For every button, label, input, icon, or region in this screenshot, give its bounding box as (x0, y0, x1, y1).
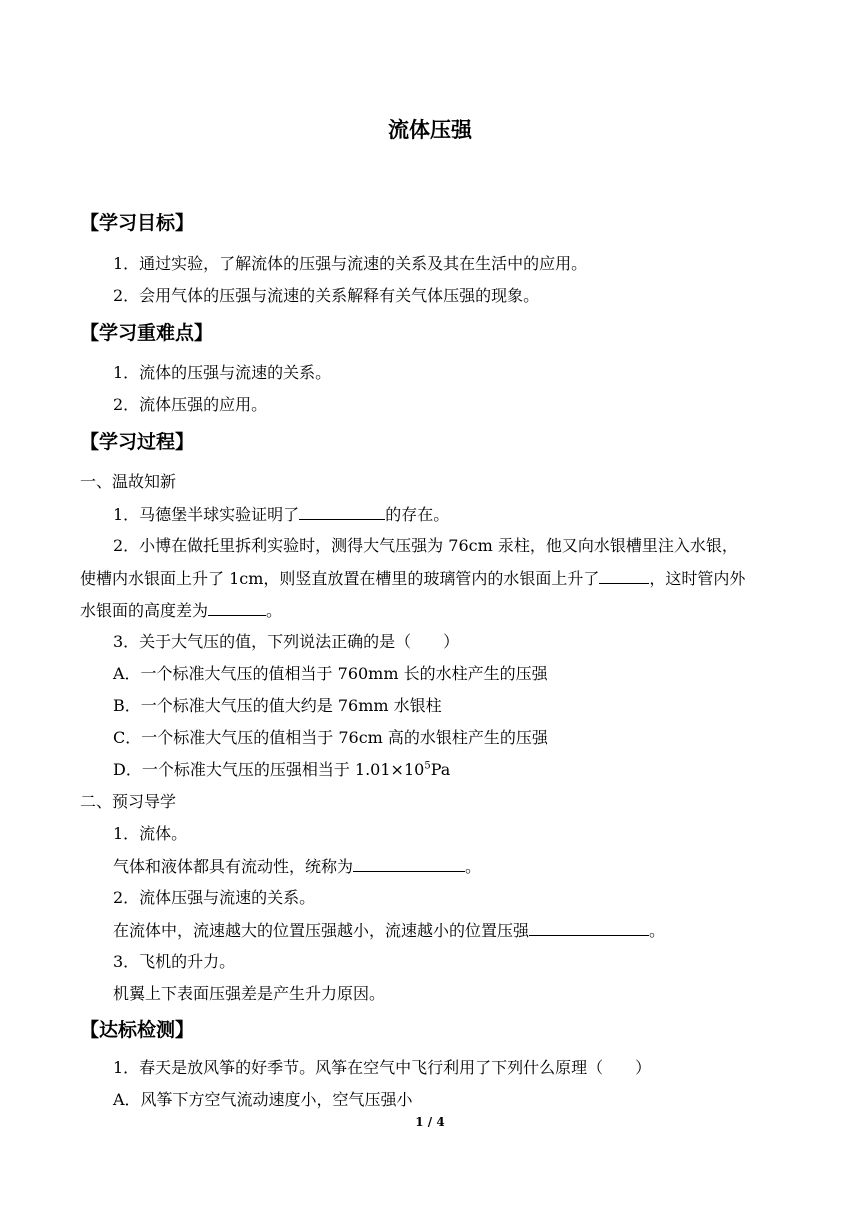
subsection-title-preview: 二、预习导学 (80, 792, 177, 811)
subsection-title-review: 一、温故知新 (80, 472, 177, 491)
answer-blank (599, 568, 649, 584)
test-question-1: 1．春天是放风筝的好季节。风筝在空气中飞行利用了下列什么原理（ ） (113, 1058, 652, 1077)
preview-item-2: 2．流体压强与流速的关系。 (113, 888, 316, 907)
exponent: 5 (424, 760, 431, 772)
option-a: A．一个标准大气压的值相当于 760mm 长的水柱产生的压强 (113, 664, 548, 683)
option-b: B．一个标准大气压的值大约是 76mm 水银柱 (113, 696, 442, 715)
preview-text-2 (113, 920, 665, 941)
page-number: 1 / 4 (415, 1115, 445, 1129)
question-text: 1．马德堡半球实验证明了 (113, 505, 300, 524)
section-heading-process: 【学习过程】 (80, 431, 195, 453)
preview-text: 。 (649, 921, 666, 940)
question-text: 的存在。 (385, 505, 450, 524)
objective-item: 1．通过实验，了解流体的压强与流速的关系及其在生活中的应用。 (113, 254, 588, 273)
option-d (113, 760, 450, 780)
section-heading-key-points: 【学习重难点】 (80, 322, 214, 344)
question-text: 使槽内水银面上升了 1cm，则竖直放置在槽里的玻璃管内的水银面上升了 (80, 569, 600, 588)
key-point-item: 1．流体的压强与流速的关系。 (113, 363, 332, 382)
preview-item-3: 3．飞机的升力。 (113, 952, 236, 971)
option-text: Pa (430, 760, 451, 779)
answer-blank (529, 920, 649, 936)
preview-text-3: 机翼上下表面压强差是产生升力原因。 (113, 984, 386, 1003)
question-3: 3．关于大气压的值，下列说法正确的是（ ） (113, 632, 460, 651)
option-text: D．一个标准大气压的压强相当于 1.01×10 (113, 760, 425, 779)
question-2-line-3 (80, 600, 282, 621)
section-heading-test: 【达标检测】 (80, 1019, 195, 1041)
answer-blank (208, 600, 266, 616)
question-text: ，这时管内外 (649, 569, 746, 588)
page-title: 流体压强 (388, 118, 472, 142)
question-1 (113, 504, 449, 525)
question-text: 。 (266, 601, 283, 620)
preview-text: 在流体中，流速越大的位置压强越小，流速越小的位置压强 (113, 921, 530, 940)
preview-text: 。 (465, 857, 482, 876)
key-point-item: 2．流体压强的应用。 (113, 395, 268, 414)
section-heading-objectives: 【学习目标】 (80, 212, 195, 234)
option-c: C．一个标准大气压的值相当于 76cm 高的水银柱产生的压强 (113, 728, 548, 747)
question-text: 水银面的高度差为 (80, 601, 209, 620)
answer-blank (299, 504, 385, 520)
question-2-line-2 (80, 568, 745, 589)
question-2-line-1: 2．小博在做托里拆利实验时，测得大气压强为 76cm 汞柱，他又向水银槽里注入水银， (113, 536, 738, 555)
test-option-a: A．风筝下方空气流动速度小，空气压强小 (113, 1090, 413, 1109)
objective-item: 2．会用气体的压强与流速的关系解释有关气体压强的现象。 (113, 286, 540, 305)
preview-text-1 (113, 856, 481, 877)
preview-text: 气体和液体都具有流动性，统称为 (113, 857, 354, 876)
preview-item-1: 1．流体。 (113, 824, 188, 843)
answer-blank (353, 856, 465, 872)
